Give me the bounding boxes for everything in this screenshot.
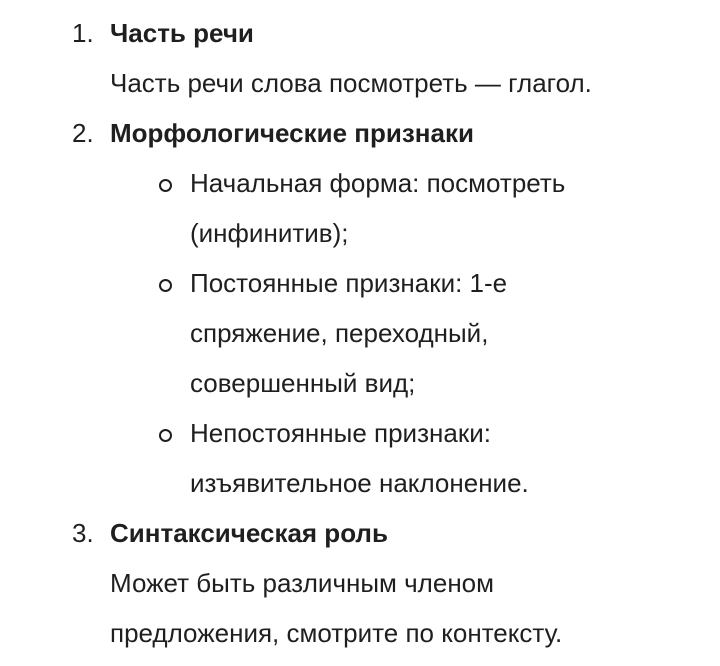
bullet-icon: [159, 429, 172, 442]
section-text-line: Может быть различным членом: [110, 568, 495, 598]
bullet-text-line: Непостоянные признаки:: [190, 418, 491, 448]
section-number: 2.: [72, 118, 94, 148]
bullet-text-line: изъявительное наклонение.: [190, 468, 529, 498]
section-text-line: Часть речи слова посмотреть — глагол.: [110, 68, 592, 98]
bullet-icon: [159, 179, 172, 192]
bullet-text-line: Постоянные признаки: 1-е: [190, 268, 508, 298]
section-number: 3.: [72, 518, 94, 548]
bullet-text-line: спряжение, переходный,: [190, 318, 489, 348]
section-heading: Синтаксическая роль: [110, 518, 388, 548]
section-heading: Морфологические признаки: [110, 118, 474, 148]
section-heading: Часть речи: [110, 18, 254, 48]
section-number: 1.: [72, 18, 94, 48]
bullet-text-line: Начальная форма: посмотреть: [190, 168, 566, 198]
section-text-line: предложения, смотрите по контексту.: [110, 618, 563, 648]
bullet-icon: [159, 279, 172, 292]
bullet-text-line: совершенный вид;: [190, 368, 416, 398]
bullet-text-line: (инфинитив);: [190, 218, 349, 248]
